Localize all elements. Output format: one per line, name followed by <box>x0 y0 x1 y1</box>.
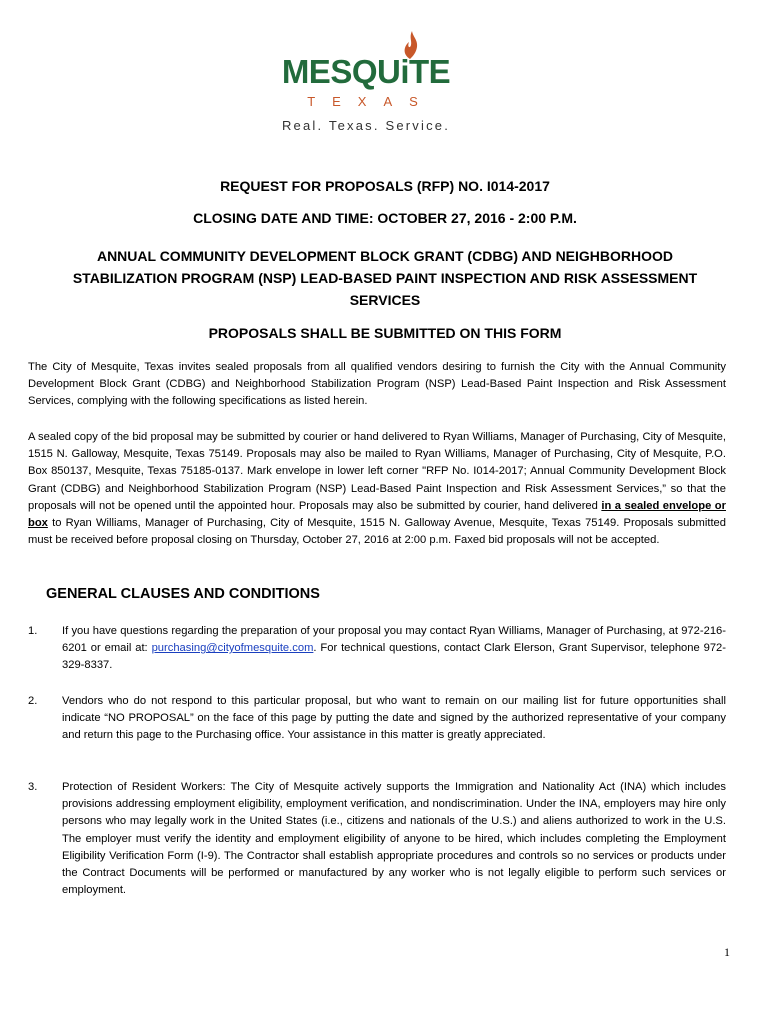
general-clauses-title: GENERAL CLAUSES AND CONDITIONS <box>46 586 320 602</box>
intro-paragraph: The City of Mesquite, Texas invites sealed proposals from all qualified vendors desiring to furnish the City with the Annual Community Development Block Grant (CDBG) and Neighborhood Stabilization Program (NSP) Lead-Based Paint Inspection and Risk Assessment Services, complying with the following specifications as listed herein. <box>28 361 726 408</box>
clause-contact-after: . For technical questions, contact Clark Elerson, Grant Supervisor, telephone 972-329-8337. <box>62 642 726 672</box>
logo-wordmark: MESQUiTE <box>281 53 451 90</box>
clause-no-proposal: Vendors who do not respond to this particular proposal, but who want to remain on our mailing list for future opportunities shall indicate “NO PROPOSAL” on the face of this page by putting the date and signed by the authorized representative of your company and return this page to the Purchasing office. Your assistance in this matter is greatly appreciated. <box>62 695 726 742</box>
clause-number: 3. <box>28 781 38 793</box>
logo-tagline: Real. Texas. Service. <box>281 118 451 133</box>
page-number: 1 <box>724 945 730 959</box>
document-title <box>28 245 742 311</box>
purchasing-email-link[interactable]: purchasing@cityofmesquite.com <box>151 642 314 655</box>
title-line-1: ANNUAL COMMUNITY DEVELOPMENT BLOCK GRANT (CDBG) AND NEIGHBORHOOD <box>96 248 674 264</box>
title-line-2: STABILIZATION PROGRAM (NSP) LEAD-BASED PAINT INSPECTION AND RISK ASSESSMENT <box>72 270 698 286</box>
submission-paragraph <box>28 429 726 549</box>
sealed-envelope-emphasis: in a sealed envelope or box <box>28 499 726 530</box>
logo-state: TEXAS <box>307 94 435 109</box>
mesquite-logo <box>280 30 460 140</box>
submission-text-after: to Ryan Williams, Manager of Purchasing, City of Mesquite, 1515 N. Galloway Avenue, Mesquite, Texas 75149. Proposals submitted must be received before proposal closing on Thursday, October 27, 2016 at 2:00 p.m. Faxed bid proposals will not be accepted. <box>28 517 726 547</box>
submit-instruction-heading: PROPOSALS SHALL BE SUBMITTED ON THIS FORM <box>208 325 562 341</box>
title-line-3: SERVICES <box>349 292 421 308</box>
clause-contact <box>62 623 726 675</box>
clause-contact-before: If you have questions regarding the preparation of your proposal you may contact Ryan Williams, Manager of Purchasing, at 972-216-6201 or email at: <box>62 625 726 655</box>
rfp-number-heading: REQUEST FOR PROPOSALS (RFP) NO. I014-2017 <box>220 178 550 194</box>
clause-number: 1. <box>28 625 38 637</box>
submission-text-before: A sealed copy of the bid proposal may be submitted by courier or hand delivered to Ryan Williams, Manager of Purchasing, City of Mesquite, 1515 N. Galloway, Mesquite, Texas 75149. Proposals may also be mailed to Ryan Williams, Manager of Purchasing, City of Mesquite, P.O. Box 850137, Mesquite, Texas 75185-0137. Mark envelope in lower left corner "RFP No. I014-2017; Annual Community Development Block Grant (CDBG) and Neighborhood Stabilization Program (NSP) Lead-Based Paint Inspection and Risk Assessment Services,” so that the proposals will not be opened until the appointed hour. Proposals may also be submitted by courier, hand delivered <box>28 431 726 512</box>
closing-date-heading: CLOSING DATE AND TIME: OCTOBER 27, 2016 - 2:00 P.M. <box>193 210 577 226</box>
clause-resident-workers: Protection of Resident Workers: The City of Mesquite actively supports the Immigration and Nationality Act (INA) which includes provisions addressing employment eligibility, employment verification, and nondiscrimination. Under the INA, employers may hire only persons who may legally work in the United States (i.e., citizens and nationals of the U.S.) and aliens authorized to work in the U.S. The employer must verify the identity and employment eligibility of anyone to be hired, which includes completing the Employment Eligibility Verification Form (I-9). The Contractor shall establish appropriate procedures and controls so no services or products under the Contract Documents will be performed or manufactured by any worker who is not legally eligible to perform such services or employment. <box>62 781 726 897</box>
clause-number: 2. <box>28 695 38 707</box>
